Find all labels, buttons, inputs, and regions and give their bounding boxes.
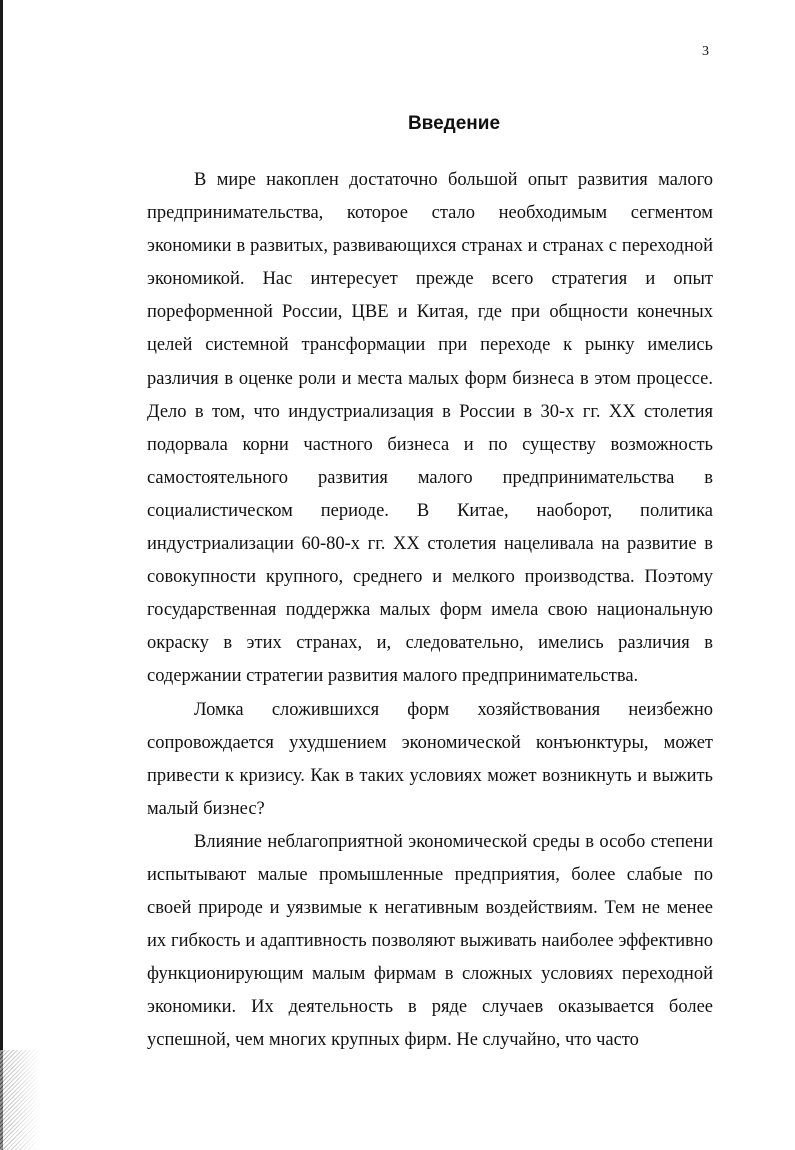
paragraph: Ломка сложившихся форм хозяйствования неизбежно сопровождается ухудшением экономической конъюнктуры, может привести к кризису. Как в таких условиях может возникнуть и выжить малый бизнес? bbox=[147, 699, 713, 819]
scan-edge bbox=[0, 0, 3, 1150]
paragraph: Влияние неблагоприятной экономической среды в особо степени испытывают малые промышленные предприятия, более слабые по своей природе и уязвимые к негативным воздействиям. Тем не менее их гибкость и адаптивность позволяют выживать наиболее эффективно функционирующим малым фирмам в сложных условиях переходной экономики. Их деятельность в ряде случаев оказывается более успешной, чем многих крупных фирм. Не случайно, что часто bbox=[147, 831, 713, 1051]
paragraph: В мире накоплен достаточно большой опыт развития малого предпринимательства, которое стало необходимым сегментом экономики в развитых, развивающихся странах и странах с переходной экономикой. Нас интересует прежде всего стратегия и опыт пореформенной России, ЦВЕ и Китая, где при общности конечных целей системной трансформации при переходе к рынку имелись различия в оценке роли и места малых форм бизнеса в этом процессе. Дело в том, что индустриализация в России в 30-х гг. XX столетия подорвала корни частного бизнеса и по существу возможность самостоятельного развития малого предпринимательства в социалистическом периоде. В Китае, наоборот, политика индустриализации 60-80-х гг. XX столетия нацеливала на развитие в совокупности крупного, среднего и мелкого производства. Поэтому государственная поддержка малых форм имела свою национальную окраску в этих странах, и, следовательно, имелись различия в содержании стратегии развития малого предпринимательства. bbox=[147, 170, 713, 687]
scan-artifact bbox=[0, 1050, 40, 1150]
page-number: 3 bbox=[702, 44, 709, 59]
section-title: Введение bbox=[407, 113, 501, 134]
body-text bbox=[147, 164, 713, 1058]
